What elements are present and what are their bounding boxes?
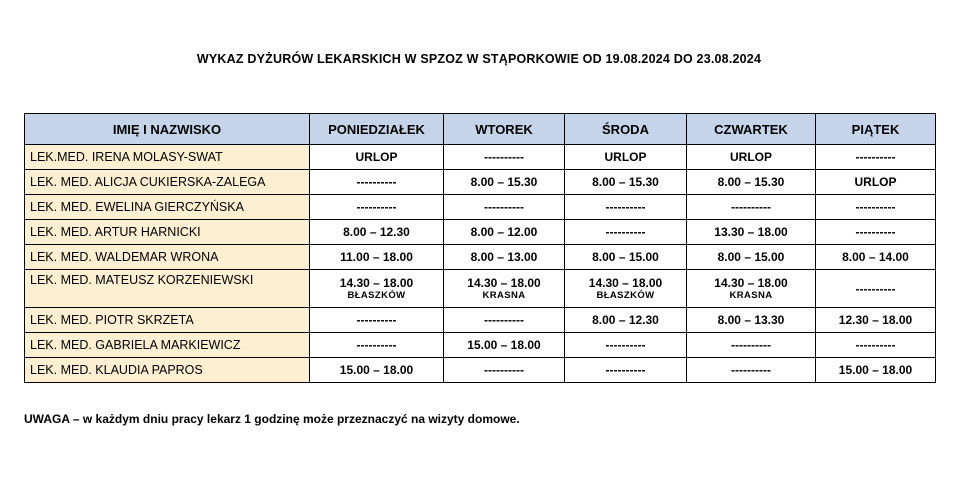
table-row: [25, 145, 936, 170]
note-text: UWAGA – w każdym dniu pracy lekarz 1 godzinę może przeznaczyć na wizyty domowe.: [24, 412, 520, 426]
duty-hours: ----------: [605, 225, 646, 239]
duty-hours: ----------: [731, 363, 771, 377]
document-title: WYKAZ DYŻURÓW LEKARSKICH W SPZOZ W STĄPORKOWIE OD 19.08.2024 DO 23.08.2024: [196, 52, 762, 66]
doctor-name: LEK.MED. IRENA MOLASY-SWAT: [25, 145, 310, 170]
table-row: [25, 170, 936, 195]
schedule-cell-friday: [816, 145, 936, 170]
duty-hours: ----------: [855, 150, 896, 164]
schedule-cell-friday: [816, 333, 936, 358]
duty-hours: 15.00 – 18.00: [339, 363, 414, 377]
schedule-cell-tuesday: [444, 145, 565, 170]
duty-hours: ----------: [855, 225, 896, 239]
duty-hours: 8.00 – 14.00: [842, 250, 909, 264]
duty-hours: ----------: [605, 200, 646, 214]
duty-hours: 8.00 – 12.30: [592, 313, 659, 327]
duty-location: KRASNA: [482, 290, 526, 301]
duty-location: BŁASZKÓW: [596, 290, 655, 301]
schedule-cell-thursday: [687, 308, 816, 333]
duty-hours: 8.00 – 15.30: [592, 175, 659, 189]
duty-hours: ----------: [356, 313, 397, 327]
header-wednesday: ŚRODA: [565, 114, 687, 145]
duty-hours: 8.00 – 13.00: [470, 250, 538, 264]
schedule-cell-monday: [310, 145, 444, 170]
schedule-cell-thursday: [687, 245, 816, 270]
duty-hours: 8.00 – 12.00: [470, 225, 538, 239]
duty-hours: URLOP: [854, 175, 897, 189]
duty-hours: URLOP: [355, 150, 398, 164]
schedule-cell-wednesday: [565, 145, 687, 170]
schedule-cell-friday: [816, 170, 936, 195]
schedule-cell-tuesday: [444, 270, 565, 308]
schedule-cell-wednesday: [565, 358, 687, 383]
header-monday: PONIEDZIAŁEK: [310, 114, 444, 145]
table-row: [25, 270, 936, 308]
schedule-cell-thursday: [687, 170, 816, 195]
doctor-name: LEK. MED. KLAUDIA PAPROS: [25, 358, 310, 383]
table-row: [25, 308, 936, 333]
table-header-row: [25, 114, 936, 145]
duty-hours: ----------: [731, 338, 771, 352]
schedule-cell-thursday: [687, 220, 816, 245]
duty-hours: ----------: [484, 363, 524, 377]
duty-hours: 15.00 – 18.00: [467, 338, 541, 352]
schedule-cell-tuesday: [444, 308, 565, 333]
schedule-cell-wednesday: [565, 170, 687, 195]
table-row: [25, 333, 936, 358]
schedule-cell-wednesday: [565, 220, 687, 245]
schedule-cell-wednesday: [565, 245, 687, 270]
duty-hours: ----------: [484, 150, 524, 164]
schedule-cell-monday: [310, 245, 444, 270]
table-row: [25, 358, 936, 383]
duty-hours: ----------: [484, 200, 524, 214]
duty-hours: 11.00 – 18.00: [340, 250, 413, 264]
duty-hours: 12.30 – 18.00: [838, 313, 913, 327]
doctor-name: LEK. MED. EWELINA GIERCZYŃSKA: [25, 195, 310, 220]
duty-hours: 14.30 – 18.00: [339, 276, 414, 290]
duty-hours: 14.30 – 18.00: [467, 276, 541, 290]
schedule-cell-tuesday: [444, 195, 565, 220]
schedule-cell-thursday: [687, 195, 816, 220]
duty-hours: URLOP: [604, 150, 647, 164]
duty-hours: 8.00 – 12.30: [343, 225, 410, 239]
schedule-cell-monday: [310, 220, 444, 245]
schedule-cell-wednesday: [565, 195, 687, 220]
schedule-cell-monday: [310, 170, 444, 195]
schedule-cell-tuesday: [444, 358, 565, 383]
header-tuesday: WTOREK: [444, 114, 565, 145]
schedule-cell-tuesday: [444, 245, 565, 270]
schedule-cell-tuesday: [444, 170, 565, 195]
schedule-cell-monday: [310, 358, 444, 383]
schedule-cell-tuesday: [444, 220, 565, 245]
duty-hours: ----------: [855, 338, 896, 352]
schedule-cell-tuesday: [444, 333, 565, 358]
duty-hours: 15.00 – 18.00: [838, 363, 913, 377]
table-body: [25, 145, 936, 383]
duty-hours: ----------: [605, 338, 646, 352]
schedule-cell-thursday: [687, 145, 816, 170]
schedule-cell-thursday: [687, 358, 816, 383]
duty-hours: 8.00 – 15.00: [592, 250, 659, 264]
schedule-cell-friday: [816, 270, 936, 308]
schedule-cell-monday: [310, 195, 444, 220]
schedule-cell-monday: [310, 270, 444, 308]
schedule-cell-wednesday: [565, 308, 687, 333]
duty-schedule-table: [24, 113, 936, 383]
table-row: [25, 195, 936, 220]
table-row: [25, 220, 936, 245]
header-name: IMIĘ I NAZWISKO: [25, 114, 310, 145]
duty-hours: ----------: [356, 175, 397, 189]
schedule-cell-monday: [310, 308, 444, 333]
duty-hours: 13.30 – 18.00: [714, 225, 788, 239]
header-friday: PIĄTEK: [816, 114, 936, 145]
doctor-name: LEK. MED. WALDEMAR WRONA: [25, 245, 310, 270]
doctor-name: LEK. MED. GABRIELA MARKIEWICZ: [25, 333, 310, 358]
duty-hours: ----------: [731, 200, 771, 214]
doctor-name: LEK. MED. ARTUR HARNICKI: [25, 220, 310, 245]
schedule-cell-friday: [816, 195, 936, 220]
duty-hours: ----------: [855, 200, 896, 214]
table-row: [25, 245, 936, 270]
schedule-cell-friday: [816, 245, 936, 270]
duty-hours: 8.00 – 15.00: [717, 250, 785, 264]
header-thursday: CZWARTEK: [687, 114, 816, 145]
schedule-cell-wednesday: [565, 333, 687, 358]
duty-hours: URLOP: [730, 150, 772, 164]
duty-hours: 8.00 – 13.30: [717, 313, 785, 327]
doctor-name: LEK. MED. PIOTR SKRZETA: [25, 308, 310, 333]
duty-location: BŁASZKÓW: [347, 290, 406, 301]
duty-hours: ----------: [855, 281, 896, 296]
duty-hours: ----------: [356, 200, 397, 214]
duty-location: KRASNA: [729, 290, 773, 301]
duty-hours: ----------: [605, 363, 646, 377]
doctor-name: LEK. MED. ALICJA CUKIERSKA-ZALEGA: [25, 170, 310, 195]
duty-hours: ----------: [356, 338, 397, 352]
duty-hours: 8.00 – 15.30: [717, 175, 785, 189]
schedule-cell-friday: [816, 358, 936, 383]
duty-hours: 14.30 – 18.00: [714, 276, 788, 290]
doctor-name: LEK. MED. MATEUSZ KORZENIEWSKI: [25, 270, 310, 308]
schedule-cell-wednesday: [565, 270, 687, 308]
schedule-cell-thursday: [687, 270, 816, 308]
duty-hours: 14.30 – 18.00: [588, 276, 663, 290]
duty-hours: 8.00 – 15.30: [470, 175, 538, 189]
schedule-cell-thursday: [687, 333, 816, 358]
duty-hours: ----------: [484, 313, 524, 327]
schedule-cell-friday: [816, 308, 936, 333]
schedule-cell-friday: [816, 220, 936, 245]
schedule-cell-monday: [310, 333, 444, 358]
